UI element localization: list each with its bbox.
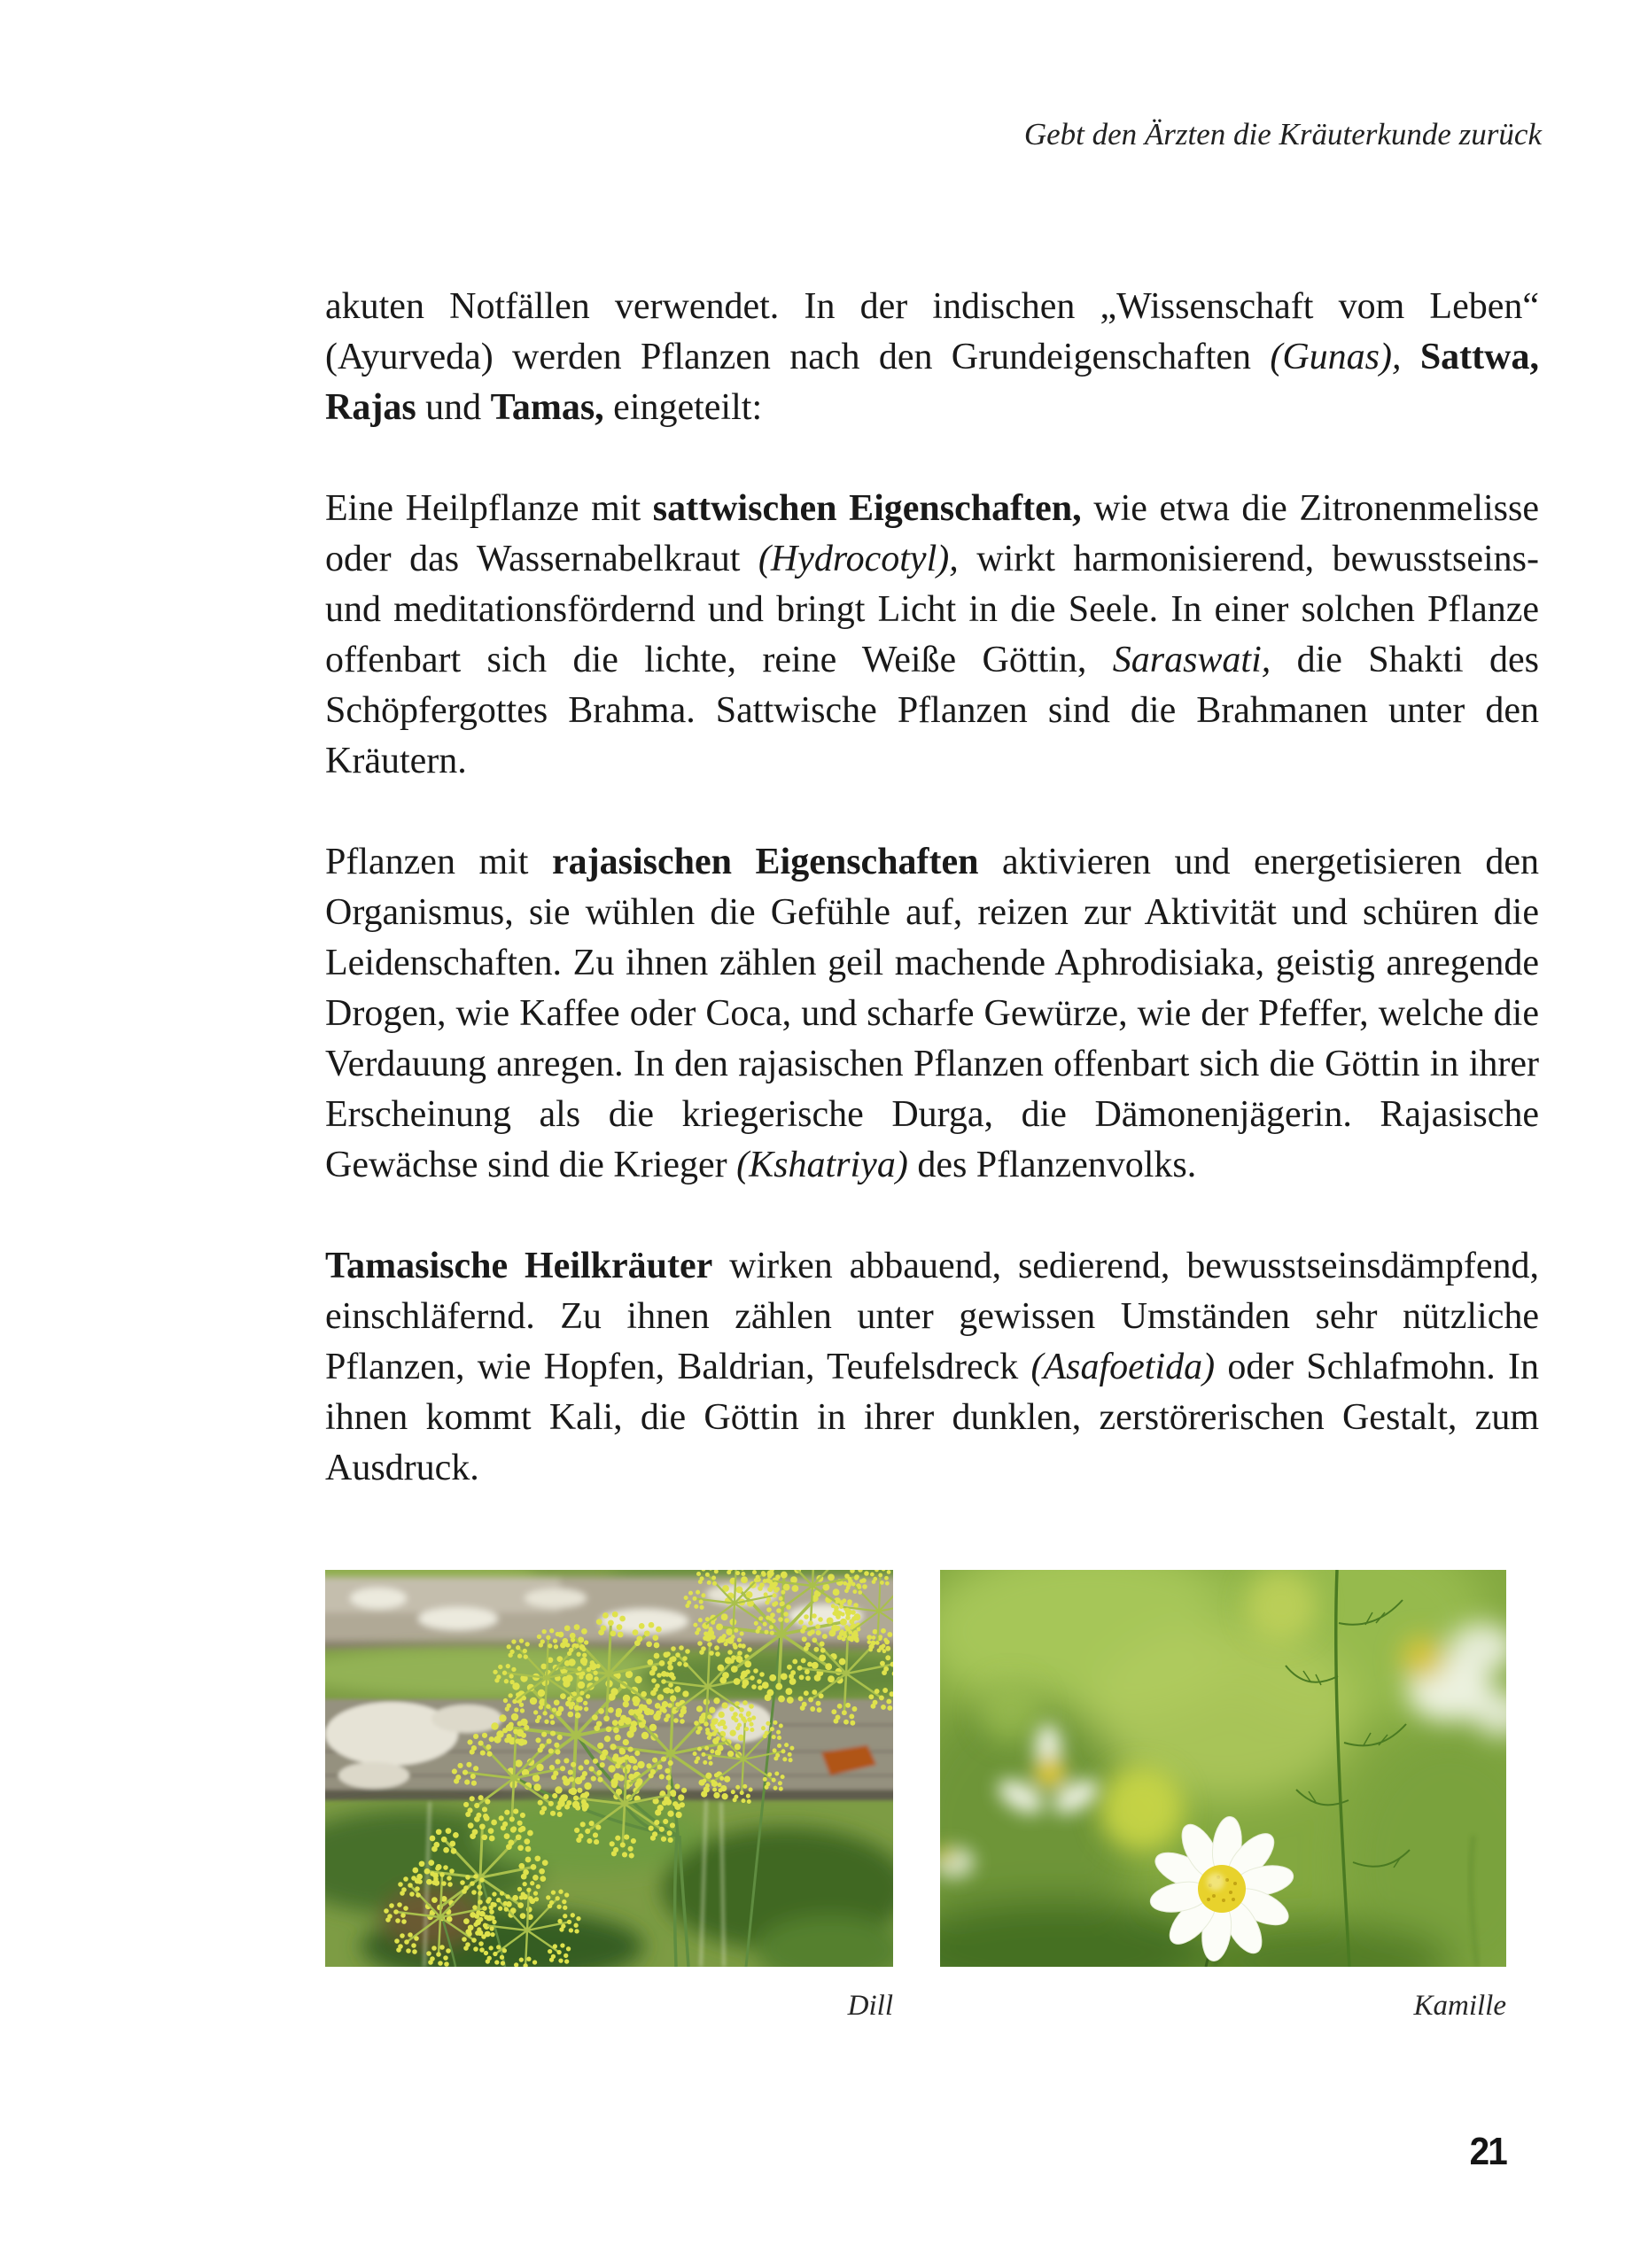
paragraph-2 (325, 484, 1539, 787)
text-segment: akuten Notfällen verwendet. In der indischen „Wissenschaft vom Leben“ (Ayurveda) werden Pflanzen nach den Grundeigenschaften (325, 286, 1539, 377)
text-segment: Tamasische Heilkräuter (325, 1246, 713, 1286)
dill-photo (325, 1570, 893, 1967)
body-text (325, 282, 1539, 1544)
text-segment: (Gunas), (1270, 337, 1402, 377)
text-segment: und (416, 387, 491, 428)
text-segment: aktivieren und energetisieren den Organismus, sie wühlen die Gefühle auf, reizen zur Aktivität und schüren die Leidenschaften. Zu ihnen zählen geil machende Aphrodisiaka, geistig anregende Drogen, wie Kaffee oder Coca, und scharfe Gewürze, wie der Pfeffer, welche die Verdauung anregen. In den rajasischen Pflanzen offenbart sich die Göttin in ihrer Erscheinung als die kriegerische Durga, die Dämonenjägerin. Rajasische Gewächse sind die Krieger (325, 842, 1539, 1185)
text-segment: Pflanzen mit (325, 842, 553, 882)
text-segment: wirkt harmonisierend, bewusstseins- und meditationsfördernd und bringt Licht in die Seele. In einer solchen Pflanze offenbart sich die lichte, reine Weiße Göttin, (325, 539, 1539, 680)
text-segment: (Hydrocotyl), (758, 539, 959, 579)
text-segment: Tamas, (490, 387, 604, 428)
text-segment: sattwischen Eigenschaften, (652, 488, 1082, 529)
text-segment: eingeteilt: (603, 387, 763, 428)
paragraph-3 (325, 837, 1539, 1191)
text-segment: oder Schlafmohn. In ihnen kommt Kali, die Göttin in ihrer dunklen, zerstörerischen Gestalt, zum Ausdruck. (325, 1347, 1539, 1488)
text-segment (1402, 337, 1420, 377)
running-header: Gebt den Ärzten die Kräuterkunde zurück (1023, 117, 1542, 151)
text-segment: (Asafoetida) (1030, 1347, 1216, 1387)
page-number: 21 (1469, 2130, 1506, 2173)
paragraph-4 (325, 1241, 1539, 1494)
text-segment: rajasischen Eigenschaften (552, 842, 979, 882)
kamille-photo (940, 1570, 1506, 1967)
text-segment: Eine Heilpflanze mit (325, 488, 653, 529)
figure-caption-dill: Dill (847, 1990, 893, 2022)
figure-dill (325, 1570, 893, 2023)
text-segment: die Shakti des Schöpfergottes Brahma. Sattwische Pflanzen sind die Brahmanen unter den Kräutern. (325, 640, 1539, 781)
figure-row (325, 1570, 1506, 2023)
text-segment: wirken abbauend, sedierend, bewusstseinsdämpfend, einschläfernd. Zu ihnen zählen unter gewissen Umständen sehr nützliche Pflanzen, wie Hopfen, Baldrian, Teufelsdreck (325, 1246, 1540, 1387)
text-segment: des Pflanzenvolks. (907, 1145, 1197, 1185)
figure-kamille (940, 1570, 1506, 2023)
text-segment: Sattwa, Rajas (325, 337, 1539, 428)
text-segment: Saraswati, (1112, 640, 1271, 680)
text-segment: wie etwa die Zitronenmelisse oder das Wassernabelkraut (325, 488, 1539, 579)
paragraph-1 (325, 282, 1539, 433)
figure-caption-kamille: Kamille (1413, 1990, 1506, 2022)
text-segment: (Kshatriya) (736, 1145, 908, 1185)
